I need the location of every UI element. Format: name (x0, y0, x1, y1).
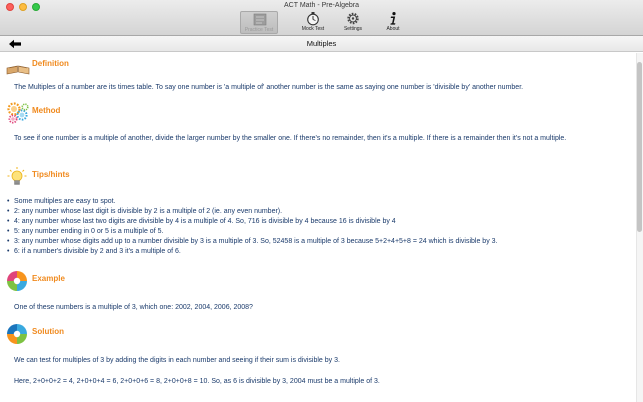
open-book-icon (6, 55, 30, 77)
solution-section (6, 323, 630, 387)
gear-icon (334, 11, 372, 26)
tips-section (6, 166, 630, 257)
puzzle-circle-icon (6, 323, 30, 345)
solution-title: Solution (32, 327, 64, 336)
window-toolbar (0, 0, 643, 36)
practice-test-icon (241, 12, 279, 27)
example-header (6, 270, 630, 292)
list-item: • 4: any number whose last two digits are divisible by 4 is a multiple of 4. So, 716 is divisible by 4 because 16 is divisible by 4 (6, 217, 630, 227)
navigation-bar (0, 36, 643, 52)
about-button[interactable] (374, 11, 412, 34)
solution-text-2: Here, 2+0+0+2 = 4, 2+0+0+4 = 6, 2+0+0+6 = 8, 2+0+0+8 = 10. So, as 6 is divisible by 3, 2004 must be a multiple of 3. (14, 378, 380, 385)
list-item: • 2: any number whose last digit is divisible by 2 is a multiple of 2 (ie. any even number). (6, 207, 630, 217)
colorful-gears-icon (6, 102, 30, 124)
puzzle-circle-icon (6, 270, 30, 292)
mock-test-label: Mock Test (301, 26, 325, 32)
lesson-content (0, 53, 636, 402)
list-item: • 3: any number whose digits add up to a number divisible by 3 is a multiple of 3. So, 52458 is a multiple of 3 because 5+2+4+5+8 = 24 which is divisible by 3. (6, 237, 630, 247)
page-title: Multiples (306, 39, 337, 48)
method-header (6, 102, 630, 124)
practice-test-button[interactable] (240, 11, 278, 34)
about-label: About (386, 26, 400, 32)
mock-test-button[interactable] (294, 11, 332, 34)
definition-header (6, 55, 630, 77)
practice-test-label: Practice Test (244, 27, 274, 33)
info-icon (374, 11, 412, 26)
method-text: To see if one number is a multiple of another, divide the larger number by the smaller one. If there's no remainder, then it's a multiple. If there is a remainder then it's not a multiple. (14, 135, 567, 142)
lightbulb-icon (6, 166, 30, 188)
definition-section (6, 55, 630, 93)
list-item: • 6: if a number's divisible by 2 and 3 it's a multiple of 6. (6, 247, 630, 257)
solution-text-1: We can test for multiples of 3 by adding the digits in each number and seeing if their sum is divisible by 3. (14, 357, 340, 364)
example-text: One of these numbers is a multiple of 3, which one: 2002, 2004, 2006, 2008? (14, 304, 253, 311)
list-item: • 5: any number ending in 0 or 5 is a multiple of 5. (6, 227, 630, 237)
stopwatch-icon (294, 11, 332, 26)
method-title: Method (32, 106, 61, 115)
window-title: ACT Math - Pre-Algebra (284, 2, 359, 9)
scrollbar-thumb[interactable] (637, 62, 642, 232)
list-item: • Some multiples are easy to spot. (6, 197, 630, 207)
example-title: Example (32, 274, 65, 283)
example-section (6, 270, 630, 313)
tips-header (6, 166, 630, 188)
method-section (6, 102, 630, 144)
definition-text: The Multiples of a number are its times table. To say one number is 'a multiple of' another number is the same as saying one number is 'divisible by' another number. (14, 84, 524, 91)
definition-title: Definition (32, 59, 69, 68)
settings-label: Settings (343, 26, 363, 32)
solution-header (6, 323, 630, 345)
tips-list (6, 197, 630, 257)
tips-title: Tips/hints (32, 170, 70, 179)
settings-button[interactable] (334, 11, 372, 34)
